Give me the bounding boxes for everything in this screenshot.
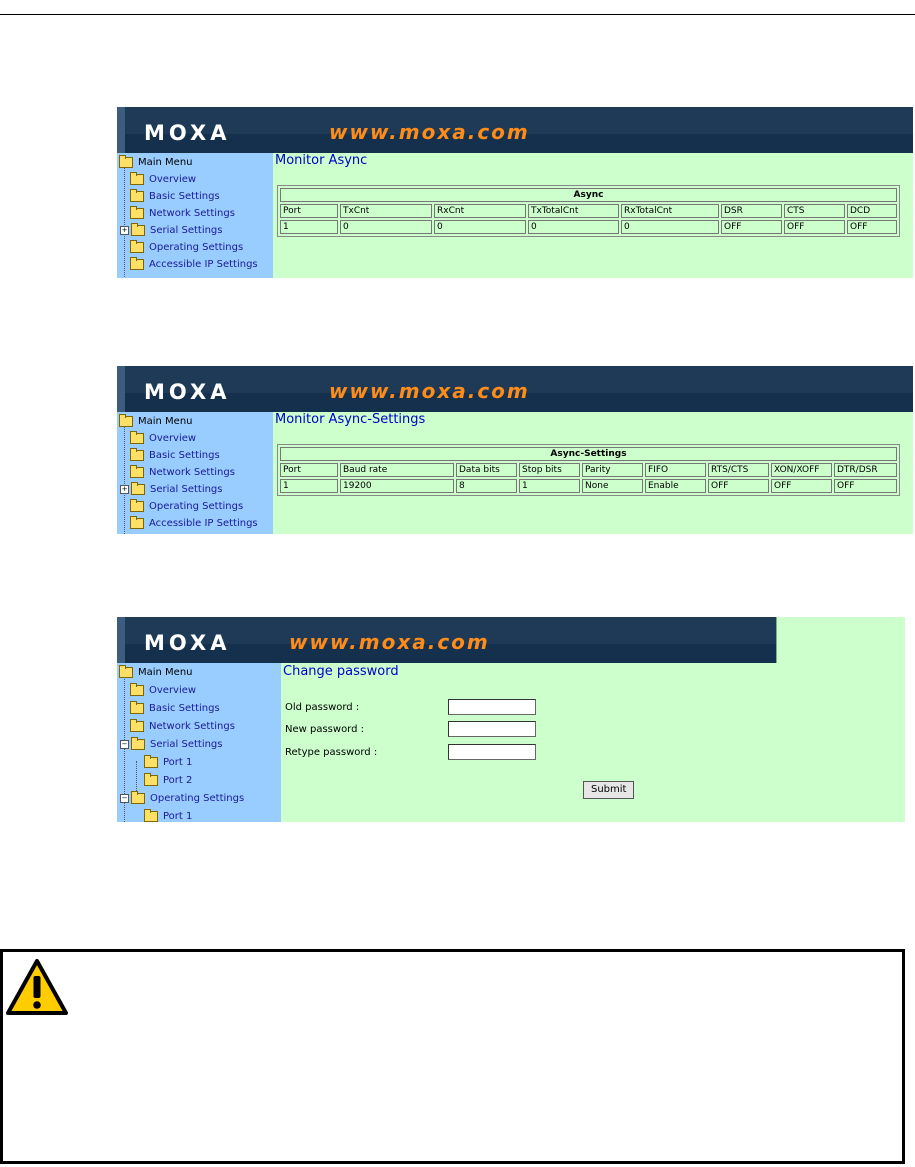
menu-basic-settings[interactable]: Basic Settings — [130, 450, 220, 461]
folder-icon — [130, 721, 144, 732]
folder-icon — [130, 433, 144, 444]
menu-accessible-ip-settings[interactable]: Accessible IP Settings — [130, 518, 258, 529]
page-title: Change password — [283, 664, 399, 679]
menu-overview[interactable]: Overview — [130, 174, 196, 185]
menu-serial-settings[interactable]: + Serial Settings — [121, 484, 223, 495]
caution-box — [0, 949, 905, 1164]
menu-overview[interactable]: Overview — [130, 433, 196, 444]
menu-main[interactable]: Main Menu — [119, 157, 193, 168]
menu-serial-settings[interactable]: − Serial Settings — [121, 739, 223, 750]
folder-open-icon — [131, 739, 145, 750]
menu-operating-settings[interactable]: Operating Settings — [130, 501, 243, 512]
menu-serial-settings[interactable]: + Serial Settings — [121, 225, 223, 236]
menu-basic-settings[interactable]: Basic Settings — [130, 703, 220, 714]
page-title: Monitor Async-Settings — [275, 412, 426, 427]
table-caption: Async-Settings — [280, 447, 897, 461]
menu-accessible-ip-settings[interactable]: Accessible IP Settings — [130, 259, 258, 270]
async-table — [277, 185, 900, 237]
folder-icon — [130, 518, 144, 529]
async-settings-table — [277, 444, 900, 496]
expand-icon[interactable]: + — [121, 226, 128, 234]
menu-main[interactable]: Main Menu — [119, 416, 193, 427]
moxa-logo: MOXA — [144, 380, 231, 404]
folder-icon — [130, 467, 144, 478]
folder-icon — [144, 757, 158, 768]
folder-icon — [144, 811, 158, 822]
folder-icon — [130, 501, 144, 512]
menu-serial-port-1[interactable]: Port 1 — [144, 757, 192, 768]
menu-operating-port-1[interactable]: Port 1 — [144, 811, 192, 822]
table-header-row: Port TxCnt RxCnt TxTotalCnt RxTotalCnt DSR CTS DCD — [280, 204, 897, 218]
menu-overview[interactable]: Overview — [130, 685, 196, 696]
new-password-label: New password : — [285, 724, 365, 735]
menu-operating-settings[interactable]: − Operating Settings — [121, 793, 245, 804]
folder-open-icon — [131, 793, 145, 804]
folder-icon — [131, 225, 145, 236]
menu-network-settings[interactable]: Network Settings — [130, 721, 235, 732]
site-url[interactable]: www.moxa.com — [289, 630, 490, 654]
folder-icon — [131, 484, 145, 495]
table-caption: Async — [280, 188, 897, 202]
screenshot-monitor-async-settings — [117, 366, 913, 534]
screenshot-change-password — [117, 617, 905, 822]
menu-network-settings[interactable]: Network Settings — [130, 467, 235, 478]
menu-serial-port-2[interactable]: Port 2 — [144, 775, 192, 786]
table-row: 1 0 0 0 0 OFF OFF OFF — [280, 220, 897, 234]
menu-operating-settings[interactable]: Operating Settings — [130, 242, 243, 253]
table-header-row: Port Baud rate Data bits Stop bits Parity FIFO RTS/CTS XON/XOFF DTR/DSR — [280, 463, 897, 477]
new-password-field[interactable] — [448, 721, 536, 737]
collapse-icon[interactable]: − — [121, 794, 128, 802]
site-url[interactable]: www.moxa.com — [329, 379, 530, 403]
table-row: 1 19200 8 1 None Enable OFF OFF OFF — [280, 479, 897, 493]
menu-network-settings[interactable]: Network Settings — [130, 208, 235, 219]
folder-icon — [130, 174, 144, 185]
old-password-field[interactable] — [448, 699, 536, 715]
sidebar-menu — [117, 663, 281, 822]
folder-open-icon — [119, 416, 133, 427]
moxa-logo: MOXA — [144, 121, 231, 145]
menu-basic-settings[interactable]: Basic Settings — [130, 191, 220, 202]
retype-password-field[interactable] — [448, 744, 536, 760]
collapse-icon[interactable]: − — [121, 740, 128, 748]
old-password-label: Old password : — [285, 702, 360, 713]
folder-icon — [130, 259, 144, 270]
folder-icon — [130, 208, 144, 219]
menu-main[interactable]: Main Menu — [119, 667, 193, 678]
folder-icon — [130, 191, 144, 202]
warning-triangle-icon — [5, 957, 69, 1033]
folder-icon — [130, 685, 144, 696]
page-top-rule — [0, 14, 915, 15]
folder-icon — [130, 703, 144, 714]
retype-password-label: Retype password : — [285, 747, 378, 758]
sidebar-menu — [117, 412, 273, 534]
moxa-logo: MOXA — [144, 631, 231, 655]
banner — [117, 366, 913, 412]
folder-icon — [130, 242, 144, 253]
screenshot-monitor-async — [117, 107, 913, 278]
submit-button[interactable]: Submit — [583, 781, 634, 799]
folder-open-icon — [119, 157, 133, 168]
page-title: Monitor Async — [275, 153, 368, 168]
expand-icon[interactable]: + — [121, 485, 128, 493]
banner — [117, 617, 776, 663]
banner — [117, 107, 913, 153]
folder-icon — [144, 775, 158, 786]
sidebar-menu — [117, 153, 273, 278]
folder-icon — [130, 450, 144, 461]
folder-open-icon — [119, 667, 133, 678]
banner-right-panel — [776, 617, 905, 663]
site-url[interactable]: www.moxa.com — [329, 120, 530, 144]
